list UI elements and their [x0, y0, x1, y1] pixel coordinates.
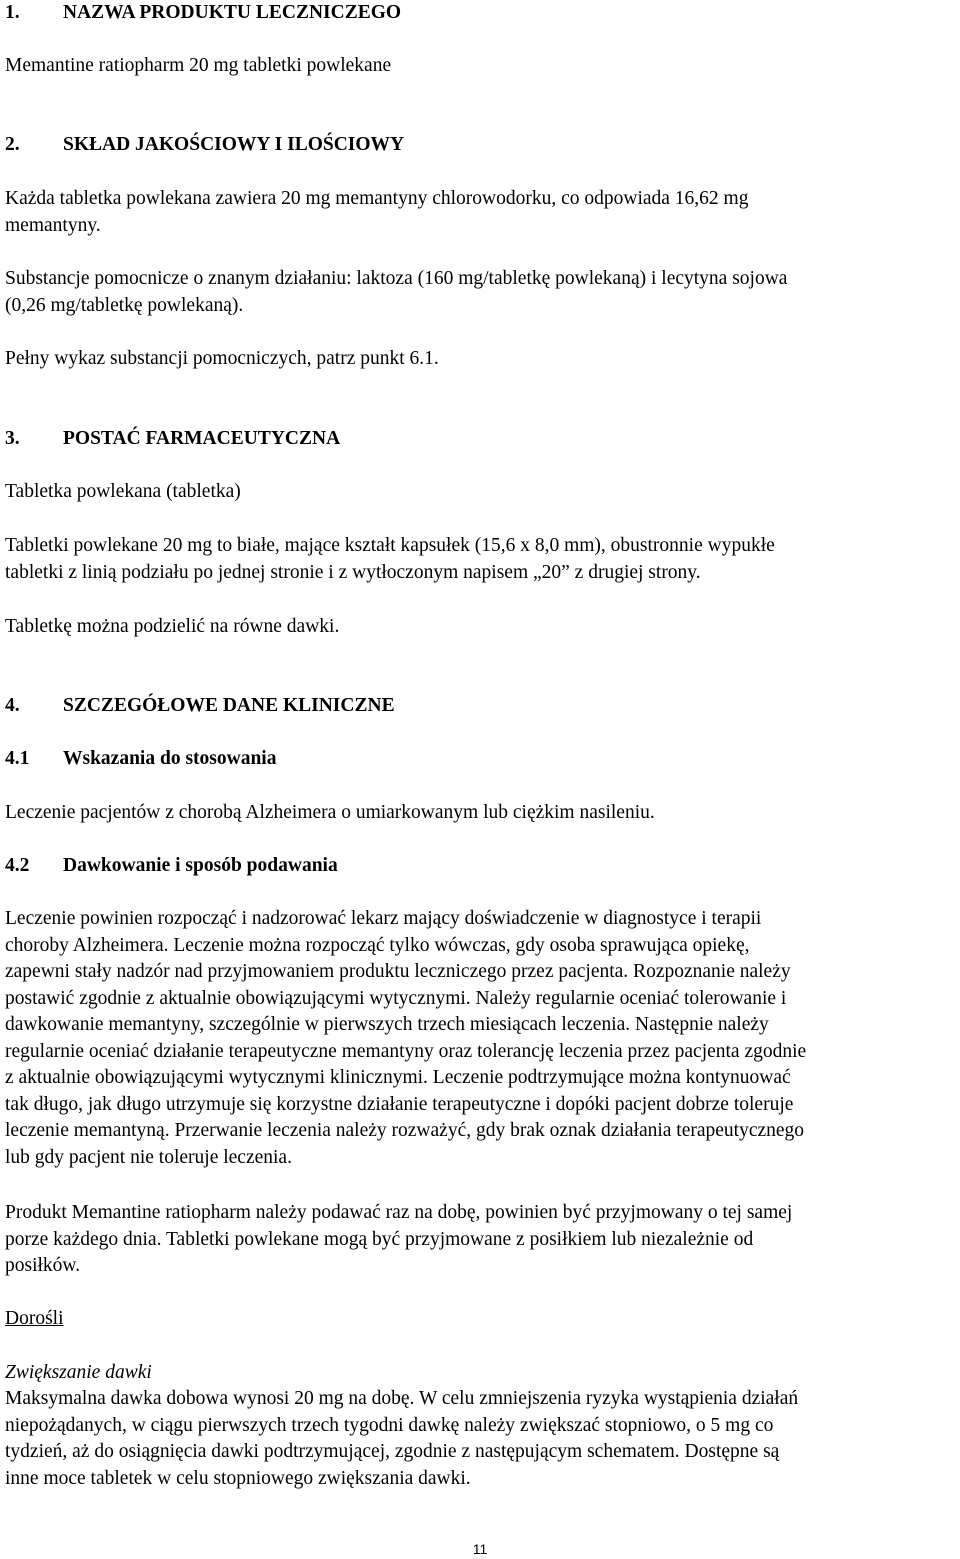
page-number: 11 [472, 1541, 488, 1557]
section-1-heading: 1. NAZWA PRODUKTU LECZNICZEGO [5, 2, 402, 23]
section-title: SKŁAD JAKOŚCIOWY I ILOŚCIOWY [63, 134, 405, 155]
titration-heading: Zwiększanie dawki [5, 1362, 152, 1383]
product-name: Memantine ratiopharm 20 mg tabletki powlekane [5, 55, 392, 76]
dosage-paragraph-1: Leczenie powinien rozpocząć i nadzorować lekarz mający doświadczenie w diagnostyce i terapii choroby Alzheimera. Leczenie można rozpocząć tylko wówczas, gdy osoba sprawująca opiekę, zapewni stały nadzór nad przyjmowaniem produktu leczniczego przez pacjenta. Rozpoznanie należy postawić zgodnie z aktualnie obowiązującymi wytycznymi. Należy regularnie oceniać tolerowanie i dawkowanie memantyny, szczególnie w pierwszych trzech miesiącach leczenia. Następnie należy regularnie oceniać działanie terapeutyczne memantyny oraz tolerancję leczenia przez pacjenta zgodnie z aktualnie obowiązującymi wytycznymi klinicznymi. Leczenie podtrzymujące można kontynuować tak długo, jak długo utrzymuje się korzystne działanie terapeutyczne i dopóki pacjent dobrze toleruje leczenie memantyną. Przerwanie leczenia należy rozważyć, gdy brak oznak działania terapeutycznego lub gdy pacjent nie toleruje leczenia. [5, 908, 807, 1168]
section-title: Dawkowanie i sposób podawania [63, 855, 338, 876]
form-paragraph-1: Tabletka powlekana (tabletka) [5, 481, 241, 502]
adults-heading: Dorośli [5, 1308, 64, 1329]
section-4-heading: 4. SZCZEGÓŁOWE DANE KLINICZNE [5, 695, 395, 716]
section-4-1-heading: 4.1 Wskazania do stosowania [5, 748, 277, 769]
form-paragraph-2: Tabletki powlekane 20 mg to białe, mające kształt kapsułek (15,6 x 8,0 mm), obustronnie wypukłe tabletki z linią podziału po jednej stronie i z wytłoczonym napisem „20” z drugiej strony. [5, 535, 775, 583]
dosage-paragraph-3: Maksymalna dawka dobowa wynosi 20 mg na dobę. W celu zmniejszenia ryzyka wystąpienia działań niepożądanych, w ciągu pierwszych trzech tygodni dawkę należy zwiększać stopniowo, o 5 mg co tydzień, aż do osiągnięcia dawki podtrzymującej, zgodnie z następującym schematem. Dostępne są inne moce tabletek w celu stopniowego zwiększania dawki. [5, 1388, 799, 1489]
section-3-heading: 3. POSTAĆ FARMACEUTYCZNA [5, 428, 341, 449]
section-title: Wskazania do stosowania [63, 748, 277, 769]
section-4-2-heading: 4.2 Dawkowanie i sposób podawania [5, 855, 338, 876]
indications-paragraph: Leczenie pacjentów z chorobą Alzheimera o umiarkowanym lub ciężkim nasileniu. [5, 802, 655, 823]
section-title: NAZWA PRODUKTU LECZNICZEGO [63, 2, 402, 23]
form-paragraph-3: Tabletkę można podzielić na równe dawki. [5, 616, 340, 637]
section-title: POSTAĆ FARMACEUTYCZNA [63, 428, 341, 449]
composition-paragraph-2: Substancje pomocnicze o znanym działaniu: laktoza (160 mg/tabletkę powlekaną) i lecytyna sojowa (0,26 mg/tabletkę powlekaną). [5, 268, 788, 316]
section-2-heading: 2. SKŁAD JAKOŚCIOWY I ILOŚCIOWY [5, 134, 405, 155]
dosage-paragraph-2: Produkt Memantine ratiopharm należy podawać raz na dobę, powinien być przyjmowany o tej samej porze każdego dnia. Tabletki powlekane mogą być przyjmowane z posiłkiem lub niezależnie od posiłków. [5, 1202, 793, 1276]
composition-paragraph-3: Pełny wykaz substancji pomocniczych, patrz punkt 6.1. [5, 348, 439, 369]
composition-paragraph-1: Każda tabletka powlekana zawiera 20 mg memantyny chlorowodorku, co odpowiada 16,62 mg memantyny. [5, 188, 749, 236]
section-title: SZCZEGÓŁOWE DANE KLINICZNE [63, 695, 395, 716]
